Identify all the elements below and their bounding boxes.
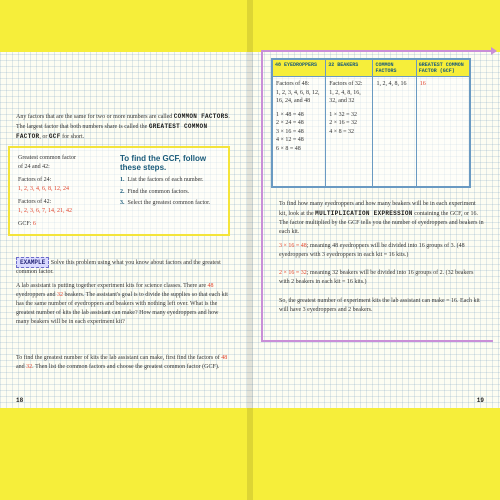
header-common-factors: COMMON FACTORS [373, 60, 416, 77]
problem-number-48: 48 [207, 283, 214, 289]
product-row: 4 × 8 = 32 [329, 128, 354, 135]
steps-title: To find the GCF, follow these steps. [120, 154, 207, 172]
right-page [253, 52, 500, 408]
step-text: List the factors of each number. [127, 177, 204, 183]
product-row: 1 × 32 = 32 [329, 111, 357, 118]
eyedroppers-expression: 3 × 16 = 48 [279, 243, 307, 249]
product-row: 2 × 24 = 48 [276, 120, 304, 126]
explanation-text-a: To find how many eyedroppers and how many beakers will be in each experiment kit, look at the [279, 201, 476, 217]
factors-32-label: Factors of 32: [329, 81, 363, 87]
method-text-a: To find the greatest number of kits the lab assistant can make, first find the factors of [16, 355, 220, 361]
intro-text-3: , or [39, 134, 48, 140]
term-gcf: GREATEST COMMON FACTOR [16, 123, 208, 140]
box-title-line-2: of 24 and 42: [18, 163, 50, 170]
step-1 [120, 176, 224, 185]
gcf-line [18, 220, 108, 229]
method-text-c: . Then list the common factors and choose the greatest common factor (GCF). [32, 364, 220, 370]
box-title-line-1: Greatest common factor [18, 155, 76, 161]
step-number: 3. [120, 200, 125, 206]
problem-paragraph [16, 282, 231, 327]
product-row: 6 × 8 = 48 [276, 145, 301, 152]
gcf-example-box [8, 146, 230, 236]
gcf-example-left [18, 154, 108, 229]
problem-number-32: 32 [56, 292, 63, 298]
factors-24-values: 1, 2, 3, 4, 6, 8, 12, 24 [18, 185, 69, 192]
eyedroppers-paragraph [279, 242, 485, 260]
gcf-steps [120, 154, 224, 211]
step-text: Find the common factors. [127, 188, 190, 195]
factors-48-values: 1, 2, 3, 4, 6, 8, 12, 16, 24, and 48 [276, 89, 320, 104]
header-gcf: GREATEST COMMON FACTOR (GCF) [416, 60, 469, 77]
cell-gcf [416, 77, 469, 187]
gcf-value: 6 [32, 221, 36, 227]
factors-24-label: Factors of 24: [18, 177, 52, 183]
example-intro [16, 257, 231, 277]
header-beakers: 32 BEAKERS [326, 60, 373, 77]
cell-common-factors [373, 77, 416, 187]
intro-text-4: for short. [62, 134, 85, 140]
factors-32-values: 1, 2, 4, 8, 16, 32, and 32 [329, 89, 361, 104]
step-number: 1. [120, 177, 125, 183]
product-row: 3 × 16 = 48 [276, 128, 304, 135]
method-text-b: and [16, 364, 25, 370]
left-page [0, 52, 247, 408]
step-text: Select the greatest common factor. [127, 200, 211, 206]
product-row: 2 × 16 = 32 [329, 120, 357, 126]
step-2 [120, 188, 224, 197]
term-multiplication-expression: MULTIPLICATION EXPRESSION [315, 210, 413, 217]
factors-42-values: 1, 2, 3, 6, 7, 14, 21, 42 [18, 207, 72, 214]
factors-42-label: Factors of 42: [18, 199, 52, 205]
conclusion-paragraph [279, 297, 485, 315]
beakers-text: ; meaning 32 beakers will be divided into 16 groups of 2. (32 beakers with 2 beakers in each kit = 16 kits.) [279, 270, 474, 285]
cell-eyedroppers [273, 77, 326, 187]
gcf-result: 16 [419, 81, 426, 87]
cell-beakers [326, 77, 373, 187]
problem-text-c: beakers. The assistant's goal is to divide the supplies so that each kit has the same number of eyedroppers and beakers with nothing left over. What is the greatest number of kits the lab assistant can make? How many eyedroppers and how many beakers will be in each experiment kit? [16, 292, 228, 325]
step-3 [120, 199, 224, 208]
intro-text-1: Any factors that are the same for two or more numbers are called [16, 114, 173, 120]
page-number-right: 19 [476, 397, 484, 404]
explanation-paragraph [279, 200, 485, 237]
problem-text-a: A lab assistant is putting together experiment kits for science classes. There are [16, 283, 206, 289]
intro-paragraph [16, 112, 231, 142]
product-row: 4 × 12 = 48 [276, 137, 304, 143]
factors-48-label: Factors of 48: [276, 81, 310, 87]
explanation-text-b: containing the GCF, or 16. The factor multiplied by the GCF tells you the number of eyedroppers and beakers in each kit. [279, 211, 484, 235]
method-number-48: 48 [221, 355, 228, 361]
gcf-label: GCF: [18, 221, 32, 227]
method-number-32: 32 [26, 364, 33, 370]
example-tag: EXAMPLE [16, 257, 49, 268]
problem-text-b: eyedroppers and [16, 292, 56, 298]
intro-text-2: . The largest factor that both numbers share is called the [16, 114, 230, 130]
conclusion-text: So, the greatest number of experiment kits the lab assistant can make = 16. Each kit will have 3 eyedroppers and 2 beakers. [279, 298, 480, 313]
step-number: 2. [120, 188, 125, 195]
common-factors-values: 1, 2, 4, 8, 16 [376, 81, 407, 87]
term-gcf-short: GCF [48, 133, 61, 140]
product-row: 1 × 48 = 48 [276, 111, 304, 118]
page-number-left: 18 [16, 397, 24, 404]
term-common-factors: COMMON FACTORS [173, 113, 229, 120]
example-intro-text: Solve this problem using what you know about factors and the greatest common factor. [16, 260, 221, 275]
header-eyedroppers: 48 EYEDROPPERS [273, 60, 326, 77]
beakers-paragraph [279, 269, 485, 287]
beakers-expression: 2 × 16 = 32 [279, 270, 307, 276]
factors-table [271, 58, 471, 188]
method-paragraph [16, 354, 231, 372]
eyedroppers-text: ; meaning 48 eyedroppers will be divided into 16 groups of 3. (48 eyedroppers with 3 eyedroppers in each kit = 16 kits.) [279, 243, 465, 258]
